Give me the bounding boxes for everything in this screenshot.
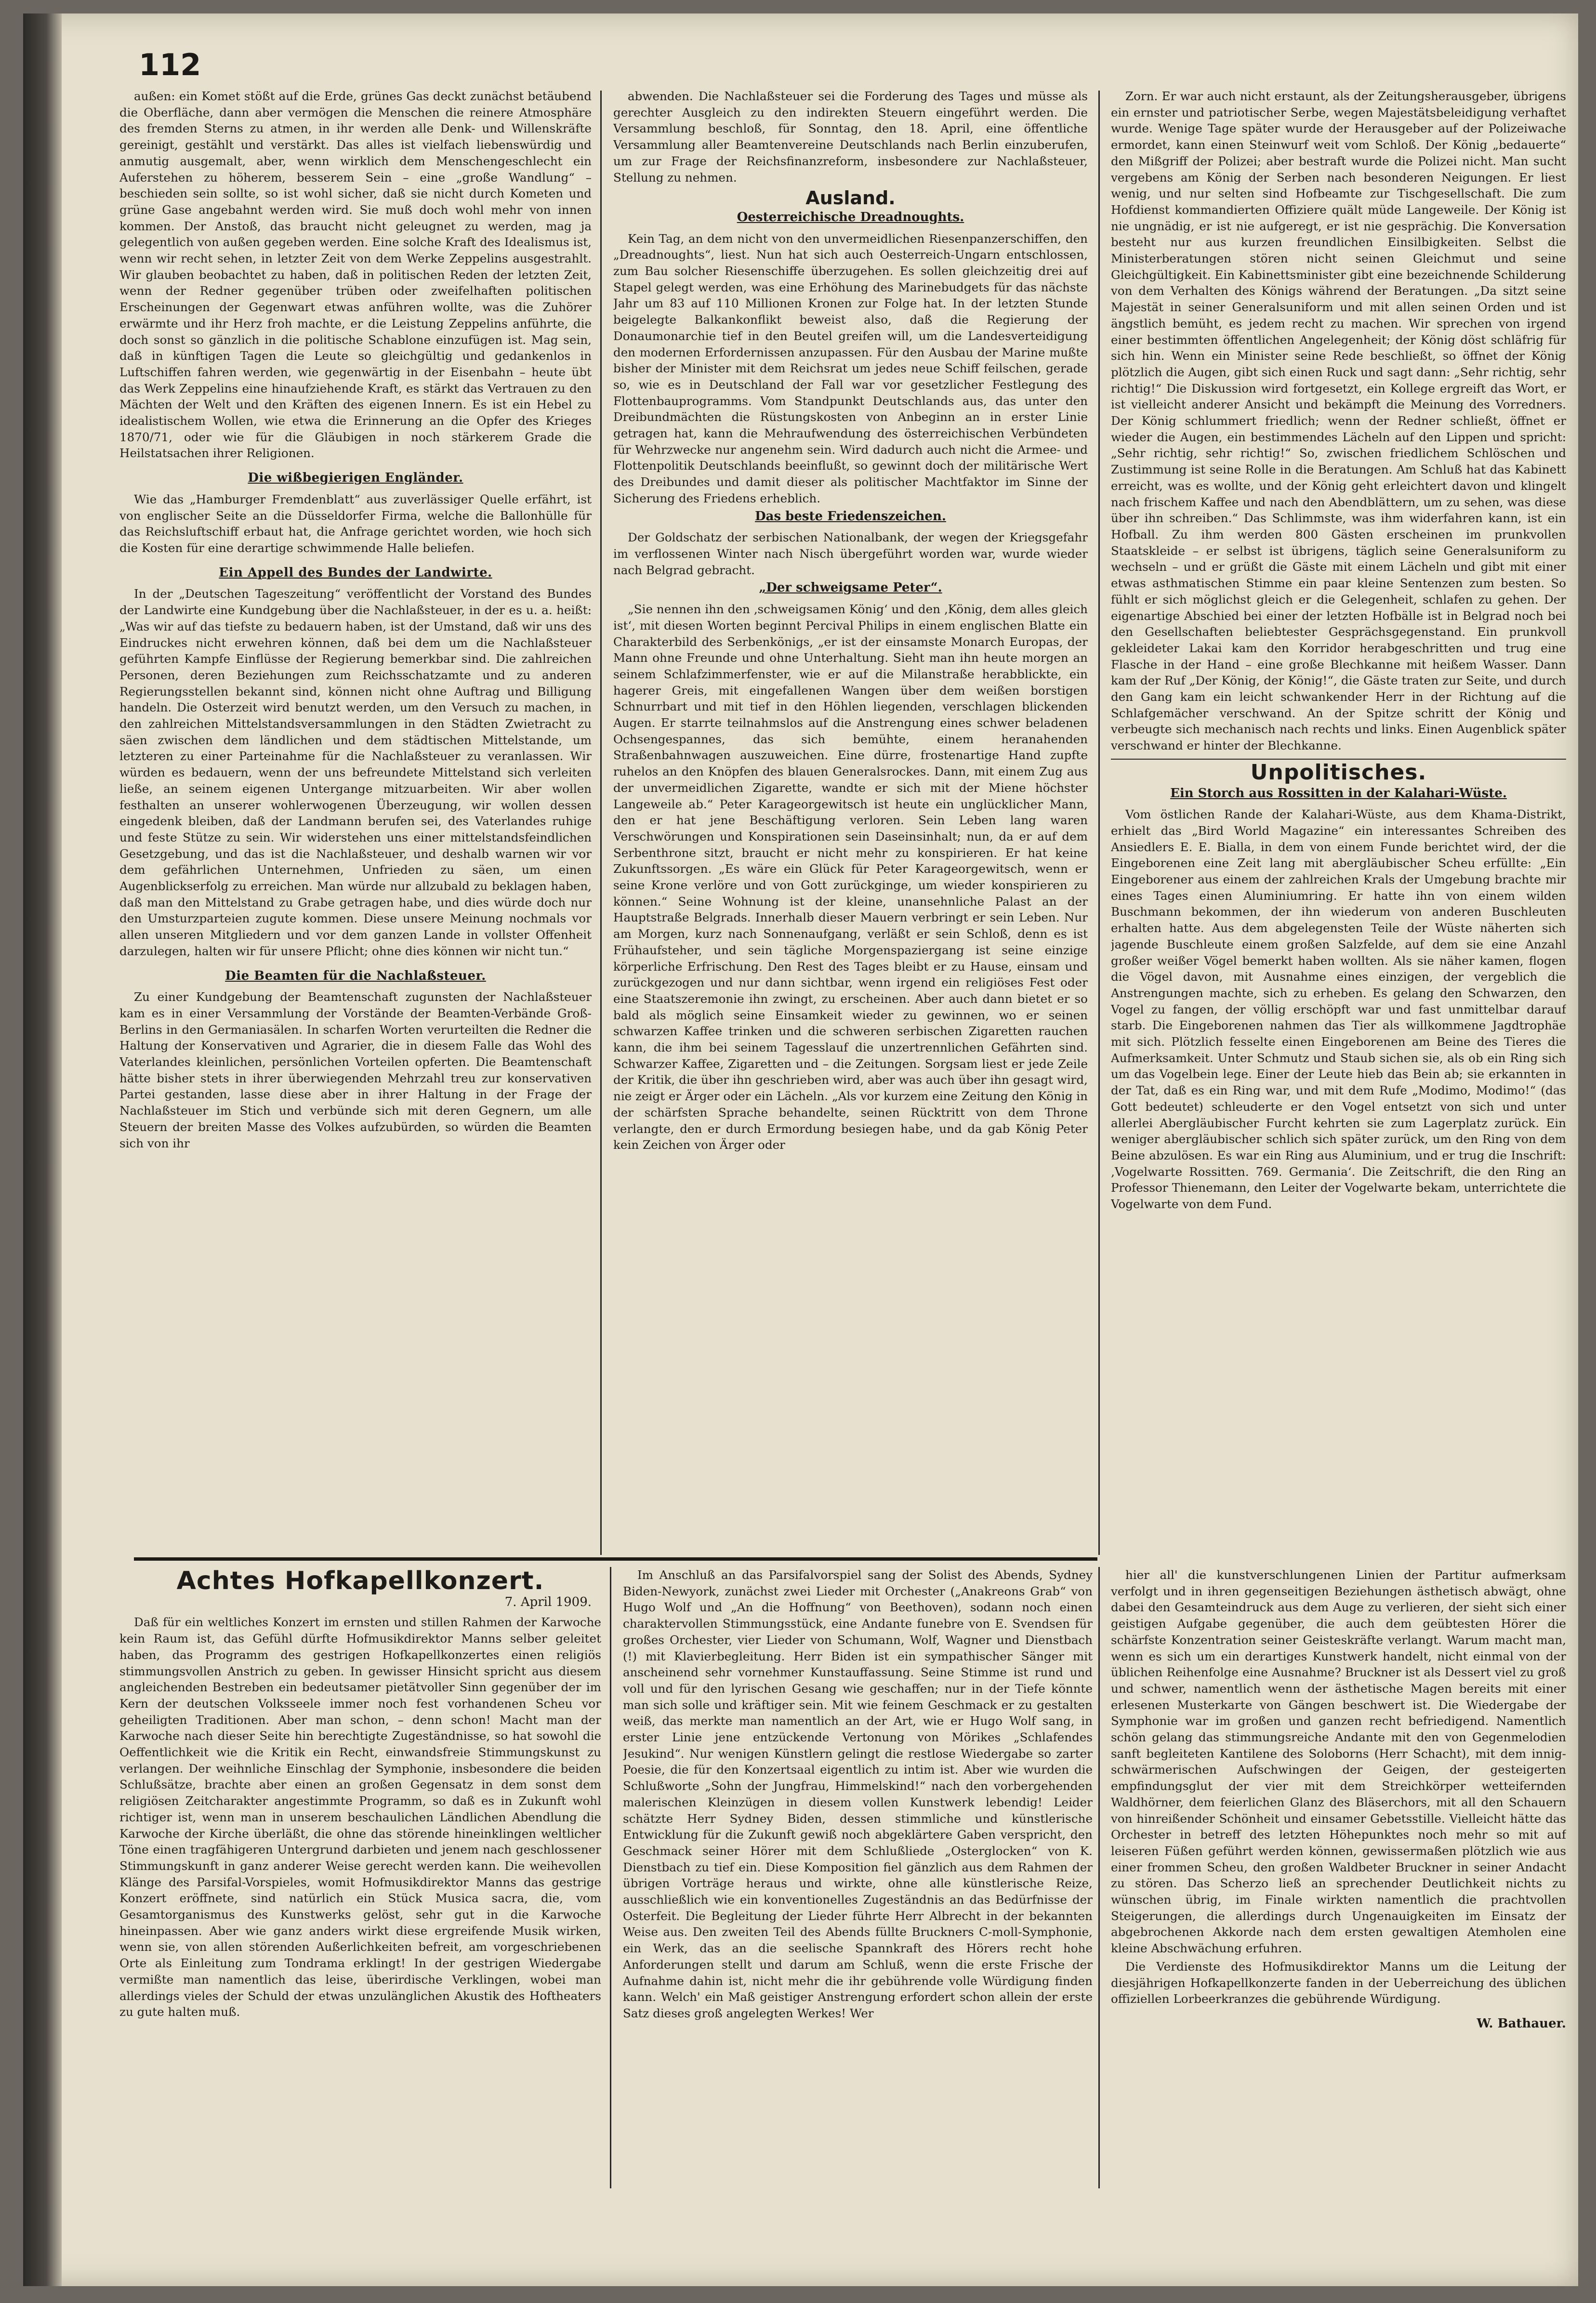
article-text: Zu einer Kundgebung der Beamtenschaft zugunsten der Nachlaßsteuer kam es in einer Versammlung der Vorstände der Beamten-Verbände Groß-Berlins in den Germaniasälen. In scharfen Worten verurteilten die Redner die Haltung der Konservativen und Agrarier, die in diesem Falle das Wohl des Vaterlandes kleinlichen, persönlichen Vorteilen opferten. Die Beamtenschaft hätte bisher stets in ihrer überwiegenden Mehrzahl treu zur konservativen Partei gestanden, lasse diese aber in ihrer Haltung in der Frage der Nachlaßsteuer im Stich und verbünde sich mit deren Gegnern, um alle Steuern der breiten Masse des Volkes aufzubürden, so würden die Beamten sich von ihr [119,990,592,1150]
article-text: Kein Tag, an dem nicht von den unvermeidlichen Riesenpanzerschiffen, den „Dreadnoughts“, liest. Nun hat sich auch Oesterreich-Ungarn entschlossen, zum Bau solcher Riesenschiffe überzugehen. Es sollen gleichzeitig drei auf Stapel gelegt werden, was eine Erhöhung des Marinebudgets für das nächste Jahr um 83 auf 110 Millionen Kronen zur Folge hat. In der letzten Stunde beigelegte Balkankonflikt beweist also, daß die Regierung der Donaumonarchie tief in den Beutel greifen will, um die Landesverteidigung den modernen Erfordernissen anzupassen. Für den Ausbau der Marine mußte bisher der Minister mit dem Reichsrat um jedes neue Schiff feilschen, gerade so, wie es in Deutschland der Fall war vor gesetzlicher Festlegung des Flottenbauprogramms. Vom Standpunkt Deutschlands aus, das unter den Dreibundmächten die Rüstungskosten von Anbeginn an in erster Linie getragen hat, kann die Mehraufwendung des österreichischen Verbündeten für Wehrzwecke nur angenehm sein. Wird dadurch auch nicht die Armee- und Flottenpolitik Deutschlands beeinflußt, so gewinnt doch der militärische Wert des Dreibundes und damit dieser als politischer Machtfaktor im Sinne der Sicherung des Friedens erheblich. [613,231,1088,505]
article-heading: Die Beamten für die Nachlaßsteuer. [225,968,486,983]
column-rule [1098,91,1100,1555]
article-heading: Das beste Friedenszeichen. [755,509,946,524]
article-text: Wie das „Hamburger Fremdenblatt“ aus zuverlässiger Quelle erfährt, ist von englischer Seite an die Düsseldorfer Firma, welche die Ballonhülle für das Reichsluftschiff erbaut hat, die Anfrage gerichtet worden, wie hoch sich die Kosten für eine derartige schwimmende Halle beliefen. [119,492,592,555]
column-3 [1111,88,1566,1553]
column-1 [119,88,592,1553]
article-text: „Sie nennen ihn den ‚schweigsamen König‘ und den ‚König, dem alles gleich ist‘, mit diesen Worten beginnt Percival Philips in einem englischen Blatte ein Charakterbild des Serbenkönigs, „er ist der einsamste Monarch Europas, der Mann ohne Freunde und ohne Unterhaltung. Sieht man ihn heute morgen an seinem Schlafzimmerfenster, wie er auf die Milanstraße herabblickte, ein hagerer Greis, mit eingefallenen Wangen über dem weißen borstigen Schnurrbart und mit tief in den Höhlen liegenden, verschlagen blickenden Augen. Er starrte teilnahmslos auf die Anstrengung eines schwer beladenen Ochsengespannes, das sich bemühte, einem heranahenden Straßenbahnwagen auszuweichen. Eine dürre, frostenartige Hand zupfte ruhelos an den Knöpfen des blauen Generalsrockes. Dann, mit einem Zug aus der unvermeidlichen Zigarette, wandte er sich mit der Miene höchster Langeweile ab.“ Peter Karageorgewitsch ist heute ein unglücklicher Mann, den er hat jene Beschäftigung verloren. Sein Leben lang waren Verschwörungen und Konspirationen sein Daseinsinhalt; nun, da er auf dem Serbenthrone sitzt, braucht er nicht mehr zu konspirieren. Er hat keine Zukunftssorgen. „Es wäre ein Glück für Peter Karageorgewitsch, wenn er seine Krone verlöre und von Gott zurückginge, um wieder konspirieren zu können.“ Seine Wohnung ist der kleine, unansehnliche Palast an der Hauptstraße Belgrads. Innerhalb dieser Mauern verbringt er sein Leben. Nur am Morgen, kurz nach Sonnenaufgang, verläßt er sein Schloß, denn es ist Frühaufsteher, und sein tägliche Morgenspaziergang ist seine einzige körperliche Erfrischung. Den Rest des Tages bleibt er zu Hause, einsam und zurückgezogen und nur dann sichtbar, wenn irgend ein religiöses Fest oder eine Staatszeremonie ihn zwingt, zu erscheinen. Aber auch dann bietet er so bald als möglich seine Einsamkeit wieder zu gewinnen, wo er seinen schwarzen Kaffee trinken und die schweren serbischen Zigaretten rauchen kann, die ihm bei seinem Tagesslauf die unzertrennlichen Gefährten sind. Schwarzer Kaffee, Zigaretten und – die Zeitungen. Sorgsam liest er jede Zeile der Kritik, die über ihn geschrieben wird, aber was auch über ihn gesagt wird, nie zeigt er Ärger oder ein Lächeln. „Als vor kurzem eine Zeitung den König in der schärfsten Sprache behandelte, seinen Rücktritt von dem Throne verlangte, den er durch Ermordung besiegen habe, und da gab König Peter kein Zeichen von Ärger oder [613,602,1088,1152]
column-rule [610,1567,611,2188]
section-divider [1111,759,1566,760]
article-heading: Die wißbegierigen Engländer. [248,471,463,486]
article-heading: Oesterreichische Dreadnoughts. [737,210,964,224]
article-text: Vom östlichen Rande der Kalahari-Wüste, aus dem Khama-Distrikt, erhielt das „Bird World Magazine“ ein interessantes Schreiben des Ansiedlers E. E. Bialla, in dem von einem Funde berichtet wird, der die Eingeborenen eine Zeit lang mit abergläubischer Scheu erfüllte: „Ein Eingeborener aus einem der zahlreichen Krals der Umgebung brachte mir eines Tages einen Aluminiumring. Er hatte ihn von einem wilden Buschmann bekommen, der ihn wiederum von anderen Buschleuten erhalten hatte. Aus dem abgelegensten Teile der Wüste näherten sich jagende Buschleute einem großen Salzfelde, auf dem sie eine Anzahl großer weißer Vögel bemerkt haben wollten. Als sie näher kamen, flogen die Vögel davon, mit Ausnahme eines einzigen, der vergeblich die Anstrengungen machte, sich zu erheben. Es gelang den Schwarzen, den Vogel zu fangen, der völlig erschöpft war und fast unmittelbar darauf starb. Die Eingeborenen nahmen das Tier als willkommene Jagdtrophäe mit sich. Plötzlich fesselte einen Eingeborenen am Beine des Tieres die Aufmerksamkeit. Unter Schmutz und Staub sichen sie, als ob ein Ring sich um das Vogelbein lege. Einer der Leute hieb das Bein ab; sie erkannten in der Tat, daß es ein Ring war, und mit dem Rufe „Modimo, Modimo!“ (das Gott bedeutet) schleuderte er den Vogel entsetzt von sich und unter allerlei Abergläubischer Furcht kehrten sie zum Lagerplatz zurück. Ein weniger abergläubischer schlich sich später zurück, um den Ring von dem Beine abzulösen. Es war ein Ring aus Aluminium, und er trug die Inschrift: ‚Vogelwarte Rossitten. 769. Germania‘. Die Zeitschrift, die den Ring an Professor Thienemann, den Leiter der Vogelwarte bekam, unterrichtete die Vogelwarte von dem Fund. [1111,807,1566,1211]
concert-column-2 [623,1567,1093,2193]
article-heading: Ein Appell des Bundes der Landwirte. [219,565,492,580]
newspaper-page [23,13,1578,2286]
concert-column-1 [119,1569,601,2196]
article-text: Daß für ein weltliches Konzert im ernsten und stillen Rahmen der Karwoche kein Raum ist, das Gefühl dürfte Hofmusikdirektor Manns selber geleitet haben, das Programm des gestrigen Hofkapellkonzertes einen religiös stimmungsvollen Anstrich zu geben. In gewisser Hinsicht spricht aus diesem angleichenden Bestreben ein bedeutsamer pietätvoller Sinn gegenüber der im Kern der deutschen Volksseele immer noch fest vorhandenen Scheu vor geheiligten Traditionen. Aber man schon, – denn schon! Macht man der Karwoche nach dieser Seite hin berechtigte Zugeständnisse, so hat sowohl die Oeffentlichkeit wie die Kritik ein Recht, einwandsfreie Stimmungskunst zu verlangen. Der weihnliche Einschlag der Symphonie, insbesondere die beiden Schlußsätze, brachte aber einen an großen Gegensatz in dem sonst dem religiösen Zeitcharakter angestimmte Programm, so daß es in Zukunft wohl richtiger ist, wenn man in unserem beschaulichen Ländlichen Abendlung die Karwoche der Kirche überläßt, die ohne das störende hineinklingen weltlicher Töne einen tragfähigeren Untergrund darbieten und jenem nach geschlossener Stimmungskunft in ganz anderer Weise gerecht werden kann. Die weihevollen Klänge des Parsifal-Vorspieles, womit Hofmusikdirektor Manns das gestrige Konzert eröffnete, sind natürlich ein Stück Musica sacra, die, vom Gesamtorganismus des Kunstwerks gelöst, sehr gut in die Karwoche hineinpassen. Aber wie ganz anders wirkt diese ergreifende Musik wirken, wenn sie, von allen störenden Außerlichkeiten befreit, am vorgeschriebenen Orte als Einleitung zum Tondrama erklingt! In der gestrigen Wiedergabe vermißte man namentlich das leise, überirdische Verklingen, wobei man allerdings vieles der Schuld der etwas unzulänglichen Akustik des Hoftheaters zu gute halten muß. [119,1615,601,2019]
section-heading-unpolitisches: Unpolitisches. [1250,760,1427,785]
section-rule [134,1557,1097,1561]
article-heading: Ein Storch aus Rossitten in der Kalahari-Wüste. [1170,786,1507,801]
author-signature: W. Bathauer. [1477,2016,1566,2031]
binding-gutter [23,13,62,2286]
article-heading: „Der schweigsame Peter“. [759,580,942,595]
column-rule [1098,1567,1100,2188]
article-text: Im Anschluß an das Parsifalvorspiel sang der Solist des Abends, Sydney Biden-Newyork, zunächst zwei Lieder mit Orchester („Anakreons Grab“ von Hugo Wolf und „An die Hoffnung“ von Beethoven), sodann noch einen charaktervollen Stimmungsstück, eine Andante funebre von E. Svendsen für großes Orchester, vier Lieder von Schumann, Wolf, Wagner und Dienstbach (!) mit Klavierbegleitung. Herr Biden ist ein sympathischer Sänger mit anscheinend sehr vornehmer Kunstauffassung. Seine Stimme ist rund und voll und für den lyrischen Gesang wie geschaffen; nur in der Tiefe könnte man sich solle und kräftiger sein. Mit wie feinem Geschmack er zu gestalten weiß, das merkte man namentlich an der Art, wie er Hugo Wolf sang, in erster Linie jene entzückende Vertonung von Mörikes „Schlafendes Jesukind“. Nur wenigen Künstlern gelingt die restlose Wiedergabe so zarter Poesie, die für den Konzertsaal eigentlich zu intim ist. Aber wie wurden die Schlußworte „Sohn der Jungfrau, Himmelskind!“ nach den vorbergehenden malerischen Kleinzügen in diesem vollen Kunstwerk lebendig! Leider schätzte Herr Sydney Biden, dessen stimmliche und künstlerische Entwicklung für die Zukunft gewiß noch abgeklärtere Gaben verspricht, den Geschmack seiner Hörer mit dem Schlußliede „Osterglocken“ von K. Dienstbach zu tief ein. Diese Komposition fiel gänzlich aus dem Rahmen der übrigen Vorträge heraus und wirkte, ohne alle künstlerische Reize, ausschließlich wie ein konventionelles Zugeständnis an das Bedürfnisse der Osterfeit. Die Begleitung der Lieder führte Herr Albrecht in der bekannten Weise aus. Den zweiten Teil des Abends füllte Bruckners C-moll-Symphonie, ein Werk, das an die seelische Spannkraft des Hörers recht hohe Anforderungen stellt und darum am Schluß, wenn die erste Frische der Aufnahme dahin ist, nicht mehr die ihr gebührende volle Würdigung finden kann. Welch' ein Maß geistiger Anstrengung erfordert schon allein der erste Satz dieses groß angelegten Werkes! Wer [623,1568,1093,2020]
article-text: außen: ein Komet stößt auf die Erde, grünes Gas deckt zunächst betäubend die Oberfläche, dann aber vermögen die Menschen die reinere Atmosphäre des fremden Sterns zu atmen, in ihr werden alle Denk- und Willenskräfte gereinigt, gestählt und verstärkt. Das alles ist vielfach liebenswürdig und anmutig ausgemalt, aber, wenn wirklich dem Menschengeschlecht ein Auferstehen zu höherem, besserem Sein – eine „große Wandlung“ – beschieden sein sollte, so ist wohl sicher, daß sie nicht durch Kometen und grüne Gase angebahnt werden wird. Sie muß doch wohl mehr von innen kommen. Der Anstoß, das braucht nicht geleugnet zu werden, mag ja gelegentlich von außen gegeben werden. Eine solche Kraft des Idealismus ist, wenn wir recht sehen, in letzter Zeit von dem Werke Zeppelins ausgestrahlt. Wir glauben beobachtet zu haben, daß in politischen Reden der letzten Zeit, wenn der Redner gegenüber trüben oder zweifelhaften politischen Erscheinungen der Gegenwart etwas anführen wollte, was die Zuhörer erwärmte und ihr Herz froh machte, er die Leistung Zeppelins anführte, die doch sonst so gänzlich in die politische Schablone einzufügen ist. Mag sein, daß in künftigen Tagen die Leute so gleichgültig und gedankenlos in Luftschiffen fahren werden, wie gegenwärtig in der Eisenbahn – heute übt das Werk Zeppelins eine hinaufziehende Kraft, es stärkt das Vertrauen zu den Mächten der Welt und den Kräften des eigenen Innern. Es ist ein Hebel zu idealistischem Wollen, wie etwa die Erinnerung an die Opfer des Krieges 1870/71, oder wie für die Gläubigen in noch stärkerem Grade die Heilstatsachen ihrer Religionen. [119,89,592,461]
concert-date: 7. April 1909. [504,1594,592,1609]
article-text: Die Verdienste des Hofmusikdirektor Manns um die Leitung der diesjährigen Hofkapellkonzerte fanden in der Ueberreichung des üblichen offiziellen Lorbeerkranzes die gebührende Würdigung. [1111,1959,1566,2006]
article-text: abwenden. Die Nachlaßsteuer sei die Forderung des Tages und müsse als gerechter Ausgleich zu den indirekten Steuern eingeführt werden. Die Versammlung beschloß, für Sonntag, den 18. April, eine öffentliche Versammlung aller Beamtenvereine Deutschlands nach Berlin einzuberufen, um zur Frage der Reichsfinanzreform, insbesondere zur Nachlaßsteuer, Stellung zu nehmen. [613,89,1088,184]
article-text: In der „Deutschen Tageszeitung“ veröffentlicht der Vorstand des Bundes der Landwirte eine Kundgebung über die Nachlaßsteuer, in der es u. a. heißt: „Was wir auf das tiefste zu bedauern haben, ist der Umstand, daß wir uns des Eindruckes nicht erwehren können, daß bei dem um die Nachlaßsteuer geführten Kampfe Einflüsse der Regierung bemerkbar sind. Die zahlreichen Personen, deren Beziehungen zum Reichsschatzamte und zu anderen Regierungsstellen bekannt sind, können nicht ohne Auftrag und Billigung handeln. Die Osterzeit wird benutzt werden, um den Versuch zu machen, in den zahlreichen Mittelstandsversammlungen in den Städten Zwietracht zu säen zwischen dem ländlichen und dem städtischen Mittelstande, um letzteren zu einer Parteinahme für die Nachlaßsteuer zu veranlassen. Wir würden es bedauern, wenn der uns befreundete Mittelstand sich verleiten ließe, an seinem eigenen Untergange mitzuarbeiten. Wir aber wollen festhalten an unserer wohlerwogenen Überzeugung, wir wollen dessen eingedenk bleiben, daß der Landmann berufen sei, des Vaterlandes ruhige und feste Stütze zu sein. Wir widerstehen uns einer mittelstandsfeindlichen Gesetzgebung, und das ist die Nachlaßsteuer, und deshalb warnen wir vor dem gefährlichen Unternehmen, Unfrieden zu säen, um einen Augenblickserfolg zu erreichen. Man würde nur allzubald zu beklagen haben, daß man den Mittelstand zu Grabe getragen habe, und dies würde doch nur den Umsturzparteien zugute kommen. Diese unsere Meinung nochmals vor allen unseren Mitgliedern und vor dem ganzen Lande in vollster Offenheit darzulegen, halten wir für unsere Pflicht; ohne dies können wir nicht tun.“ [119,587,592,958]
concert-title: Achtes Hofkapellkonzert. [176,1569,544,1595]
article-text: Zorn. Er war auch nicht erstaunt, als der Zeitungsherausgeber, übrigens ein ernster und patriotischer Serbe, wegen Majestätsbeleidigung verhaftet wurde. Wenige Tage später wurde der Herausgeber auf der Polizeiwache ermordet, kann einen Steinwurf weit vom Schloß. Der König „bedauerte“ den Mißgriff der Polizei; aber bestraft wurde die Polizei nicht. Man sucht vergebens am König der Serben nach besonderen Neigungen. Er liest wenig, und nur selten sind Hofbeamte zur Tischgesellschaft. Die zum Hofdienst kommandierten Offiziere quält müde Langeweile. Der König ist nie ungnädig, er ist nie aufgeregt, er ist nie gesprächig. Die Konversation besteht nur aus kurzen freundlichen Einsilbigkeiten. Selbst die Ministerberatungen stören nicht seinen Gleichmut und seine Gleichgültigkeit. Ein Kabinettsminister gibt eine bezeichnende Schilderung von dem Verhalten des Königs während der Beratungen. „Da sitzt seine Majestät in seiner Generalsuniform und mit allen seinen Orden und ist ängstlich bemüht, es jedem recht zu machen. Wir sprechen von irgend einer bestimmten öffentlichen Angelegenheit; der König döst schläfrig für sich hin. Wenn ein Minister seine Rede beschließt, so öffnet der König plötzlich die Augen, gibt sich einen Ruck und sagt dann: „Sehr richtig, sehr richtig!“ Die Diskussion wird fortgesetzt, ein Kollege ergreift das Wort, er ist vielleicht anderer Ansicht und bekämpft die Meinung des Vorredners. Der König schlummert friedlich; wenn der Redner schließt, öffnet er wieder die Augen, ein bestimmendes Lächeln auf den Lippen und spricht: „Sehr richtig, sehr richtig!“ So, zwischen friedlichem Schlöschen und Zustimmung ist seine Rolle in die Beratungen. Am Schluß hat das Kabinett erreicht, was es wollte, und der König geht erleichtert davon und klingelt nach frischem Kaffee und nach den Abendblättern, um zu sehen, was diese über ihn schreiben.“ Das Schlimmste, was ihm widerfahren kann, ist ein Hofball. Zu ihm werden 800 Gästen erscheinen im prunkvollen Staatskleide – er selbst ist übrigens, täglich seine Generalsuniform zu wechseln – und er grüßt die Gäste mit einem Lächeln und gibt mit einer etwas asthmatischen Stimme ein paar kleine Sentenzen zum besten. So fühlt er sich möglichst gleich er die Gelegenheit, schlafen zu gehen. Der eigenartige Abschied bei einer der letzten Hofbälle ist in Belgrad noch bei den Gesellschaften beliebtester Gesprächsgegenstand. Ein prunkvoll gekleideter Lakai kam den Korridor herabgeschritten und trug eine Flasche in der Hand – eine große Blechkanne mit heißem Wasser. Dann kam der Ruf „Der König, der König!“, die Gäste traten zur Seite, und durch den Gang kam ein leicht schwankender Herr in der Richtung auf die Schlafgemächer verschwand. An der Spitze schritt der König und verbeugte sich mechanisch nach rechts und links. Einen Augenblick später verschwand er hinter der Blechkanne. [1111,89,1566,753]
article-text: Der Goldschatz der serbischen Nationalbank, der wegen der Kriegsgefahr im verflossenen Winter nach Nisch übergeführt worden war, wurde wieder nach Belgrad gebracht. [613,530,1088,577]
page-number: 112 [139,47,201,82]
concert-column-3 [1111,1567,1566,2193]
column-2 [613,88,1088,1553]
section-heading-ausland: Ausland. [805,187,896,209]
article-text: hier all' die kunstverschlungenen Linien der Partitur aufmerksam verfolgt und in ihren gegenseitigen Beziehungen ästhetisch abwägt, ohne dabei den Gesamteindruck aus dem Auge zu verlieren, der sieht sich einer geistigen Aufgabe gegenüber, die auch dem geübtesten Hörer die schärfste Konzentration seiner Geisteskräfte verlangt. Warum macht man, wenn es sich um ein derartiges Kunstwerk handelt, nicht einmal von der üblichen Reihenfolge eine Ausnahme? Bruckner ist als Dessert viel zu groß und schwer, namentlich wenn der ästhetische Magen bereits mit einer erlesenen Musterkarte von Gängen beschwert ist. Die Wiedergabe der Symphonie war im großen und ganzen recht befriedigend. Namentlich schön gelang das stimmungsreiche Andante mit den von Gegenmelodien sanft begleiteten Kantilene des Soloborns (Herr Schacht), mit dem innig-schwärmerischen Aufschwingen der Geigen, der gesteigerten empfindungsglut der vier mit dem Streichkörper wetteifernden Waldhörner, dem feierlichen Glanz des Bläserchors, mit all den Schauern von hinreißender Schönheit und einsamer Gebetsstille. Vielleicht hätte das Orchester in betreff des letzten Höhepunktes noch mehr so mit auf leiseren Füßen geführt werden können, gewissermaßen plötzlich wie aus einer frommen Scheu, den großen Waldbeter Bruckner in seiner Andacht zu stören. Das Scherzo ließ an sprechender Deutlichkeit nichts zu wünschen übrig, im Finale wirkten namentlich die prachtvollen Steigerungen, die allerdings durch Ungenauigkeiten im Einsatz der abgebrochenen Akkorde nach dem ersten gewaltigen Atemholen eine kleine Abschwächung erfuhren. [1111,1568,1566,1956]
column-rule [600,91,602,1555]
